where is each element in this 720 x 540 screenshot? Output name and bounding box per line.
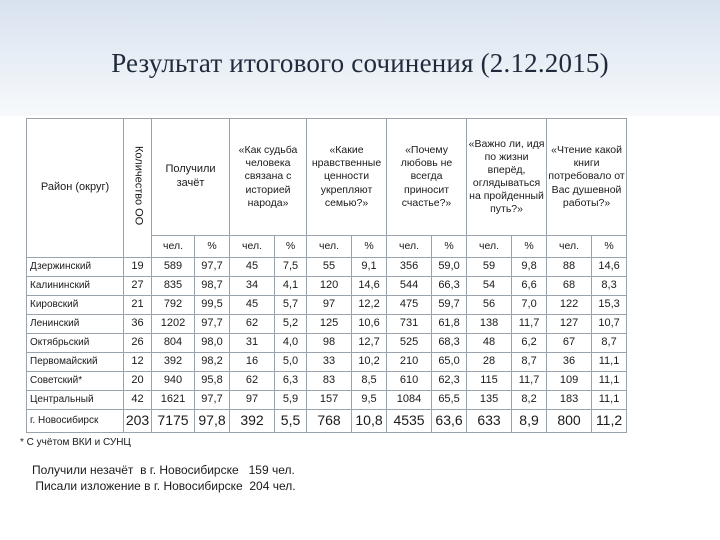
q3-count: 610	[387, 372, 432, 391]
q2-percent: 8,5	[352, 372, 387, 391]
header-question-4: «Важно ли, идя по жизни вперёд, оглядываться на пройденный путь?»	[467, 119, 547, 236]
table-row	[27, 372, 702, 391]
district-name: г. Новосибирск	[27, 410, 124, 433]
schools-count: 21	[124, 296, 152, 315]
q4-percent: 7,0	[512, 296, 547, 315]
passed-count: 792	[152, 296, 195, 315]
q3-count: 475	[387, 296, 432, 315]
q1-count: 97	[230, 391, 275, 410]
schools-count: 203	[124, 410, 152, 433]
table-row	[27, 334, 702, 353]
schools-count: 19	[124, 258, 152, 277]
unit-percent: %	[432, 236, 467, 258]
q1-percent: 5,2	[275, 315, 307, 334]
district-name: Кировский	[27, 296, 124, 315]
q2-count: 55	[307, 258, 352, 277]
passed-count: 589	[152, 258, 195, 277]
district-name: Ленинский	[27, 315, 124, 334]
q1-count: 31	[230, 334, 275, 353]
header-question-2: «Какие нравственные ценности укрепляют семью?»	[307, 119, 387, 236]
schools-count: 42	[124, 391, 152, 410]
q2-percent: 12,7	[352, 334, 387, 353]
passed-count: 7175	[152, 410, 195, 433]
unit-percent: %	[512, 236, 547, 258]
unit-count: чел.	[152, 236, 195, 258]
q5-count: 122	[547, 296, 592, 315]
q1-count: 45	[230, 296, 275, 315]
passed-count: 835	[152, 277, 195, 296]
q3-percent: 63,6	[432, 410, 467, 433]
passed-percent: 97,7	[195, 315, 230, 334]
q1-count: 34	[230, 277, 275, 296]
q2-count: 768	[307, 410, 352, 433]
q3-percent: 59,7	[432, 296, 467, 315]
q5-count: 109	[547, 372, 592, 391]
passed-count: 1202	[152, 315, 195, 334]
q2-percent: 9,1	[352, 258, 387, 277]
q3-count: 1084	[387, 391, 432, 410]
q2-percent: 14,6	[352, 277, 387, 296]
q3-percent: 68,3	[432, 334, 467, 353]
schools-count: 20	[124, 372, 152, 391]
passed-percent: 95,8	[195, 372, 230, 391]
q3-percent: 61,8	[432, 315, 467, 334]
passed-count: 392	[152, 353, 195, 372]
schools-count: 12	[124, 353, 152, 372]
q5-percent: 11,2	[592, 410, 627, 433]
q3-percent: 66,3	[432, 277, 467, 296]
q5-count: 88	[547, 258, 592, 277]
unit-percent: %	[195, 236, 230, 258]
page-title: Результат итогового сочинения (2.12.2015)	[111, 48, 609, 78]
header-question-5: «Чтение какой книги потребовало от Вас душевной работы?»	[547, 119, 627, 236]
district-name: Первомайский	[27, 353, 124, 372]
passed-percent: 98,7	[195, 277, 230, 296]
q4-count: 56	[467, 296, 512, 315]
q1-count: 45	[230, 258, 275, 277]
schools-count: 27	[124, 277, 152, 296]
schools-count: 36	[124, 315, 152, 334]
q3-percent: 65,5	[432, 391, 467, 410]
q2-count: 98	[307, 334, 352, 353]
q4-count: 138	[467, 315, 512, 334]
q1-percent: 4,0	[275, 334, 307, 353]
q3-count: 525	[387, 334, 432, 353]
q3-count: 731	[387, 315, 432, 334]
passed-percent: 99,5	[195, 296, 230, 315]
q2-count: 157	[307, 391, 352, 410]
q3-count: 356	[387, 258, 432, 277]
q5-percent: 14,6	[592, 258, 627, 277]
q2-percent: 12,2	[352, 296, 387, 315]
header-schools-count-label: Количество ОО	[132, 146, 145, 226]
q1-count: 16	[230, 353, 275, 372]
unit-percent: %	[592, 236, 627, 258]
q4-count: 59	[467, 258, 512, 277]
q1-percent: 5,9	[275, 391, 307, 410]
total-row	[27, 410, 702, 433]
table-row	[27, 296, 702, 315]
footnote: * С учётом ВКИ и СУНЦ	[20, 437, 131, 448]
q2-count: 33	[307, 353, 352, 372]
passed-percent: 97,7	[195, 258, 230, 277]
q2-percent: 10,6	[352, 315, 387, 334]
summary-failed: Получили незачёт в г. Новосибирске 159 чел.	[32, 463, 295, 477]
header-district: Район (округ)	[27, 119, 124, 258]
q3-count: 544	[387, 277, 432, 296]
header-passed: Получили зачёт	[152, 119, 230, 236]
passed-percent: 98,2	[195, 353, 230, 372]
q5-percent: 8,3	[592, 277, 627, 296]
table-row	[27, 353, 702, 372]
q2-percent: 10,2	[352, 353, 387, 372]
header-question-3: «Почему любовь не всегда приносит счастье?»	[387, 119, 467, 236]
q2-count: 120	[307, 277, 352, 296]
header-schools-count	[124, 119, 152, 258]
q1-count: 392	[230, 410, 275, 433]
q5-count: 67	[547, 334, 592, 353]
district-name: Октябрьский	[27, 334, 124, 353]
q3-percent: 62,3	[432, 372, 467, 391]
q1-percent: 4,1	[275, 277, 307, 296]
unit-count: чел.	[230, 236, 275, 258]
q3-percent: 65,0	[432, 353, 467, 372]
q4-percent: 8,7	[512, 353, 547, 372]
q5-percent: 11,1	[592, 353, 627, 372]
q4-percent: 11,7	[512, 372, 547, 391]
table-row	[27, 315, 702, 334]
q5-count: 36	[547, 353, 592, 372]
q4-percent: 9,8	[512, 258, 547, 277]
passed-count: 940	[152, 372, 195, 391]
results-table	[26, 118, 702, 433]
q3-percent: 59,0	[432, 258, 467, 277]
q5-count: 800	[547, 410, 592, 433]
district-name: Дзержинский	[27, 258, 124, 277]
q4-percent: 6,6	[512, 277, 547, 296]
q1-count: 62	[230, 315, 275, 334]
district-name: Советский*	[27, 372, 124, 391]
schools-count: 26	[124, 334, 152, 353]
q2-count: 83	[307, 372, 352, 391]
q2-percent: 9,5	[352, 391, 387, 410]
q4-percent: 11,7	[512, 315, 547, 334]
q1-percent: 7,5	[275, 258, 307, 277]
district-name: Центральный	[27, 391, 124, 410]
table-row	[27, 258, 702, 277]
q2-count: 125	[307, 315, 352, 334]
q1-count: 62	[230, 372, 275, 391]
q2-count: 97	[307, 296, 352, 315]
q5-percent: 11,1	[592, 391, 627, 410]
unit-percent: %	[352, 236, 387, 258]
table-row	[27, 277, 702, 296]
q4-count: 633	[467, 410, 512, 433]
q4-count: 54	[467, 277, 512, 296]
unit-count: чел.	[467, 236, 512, 258]
q3-count: 4535	[387, 410, 432, 433]
q5-count: 127	[547, 315, 592, 334]
q1-percent: 5,0	[275, 353, 307, 372]
q4-percent: 6,2	[512, 334, 547, 353]
table-row	[27, 391, 702, 410]
unit-percent: %	[275, 236, 307, 258]
passed-count: 1621	[152, 391, 195, 410]
q2-percent: 10,8	[352, 410, 387, 433]
q3-count: 210	[387, 353, 432, 372]
passed-percent: 98,0	[195, 334, 230, 353]
header-question-1: «Как судьба человека связана с историей народа»	[230, 119, 307, 236]
q4-percent: 8,2	[512, 391, 547, 410]
q4-count: 115	[467, 372, 512, 391]
header-row	[27, 119, 702, 236]
q5-count: 183	[547, 391, 592, 410]
q5-count: 68	[547, 277, 592, 296]
q1-percent: 5,7	[275, 296, 307, 315]
q5-percent: 8,7	[592, 334, 627, 353]
unit-count: чел.	[547, 236, 592, 258]
q5-percent: 11,1	[592, 372, 627, 391]
q4-count: 28	[467, 353, 512, 372]
q4-count: 135	[467, 391, 512, 410]
unit-count: чел.	[307, 236, 352, 258]
passed-percent: 97,8	[195, 410, 230, 433]
summary-exposition: Писали изложение в г. Новосибирске 204 чел.	[32, 479, 296, 493]
q4-count: 48	[467, 334, 512, 353]
q1-percent: 6,3	[275, 372, 307, 391]
q4-percent: 8,9	[512, 410, 547, 433]
unit-count: чел.	[387, 236, 432, 258]
q5-percent: 15,3	[592, 296, 627, 315]
q1-percent: 5,5	[275, 410, 307, 433]
q5-percent: 10,7	[592, 315, 627, 334]
summary	[32, 462, 296, 494]
passed-percent: 97,7	[195, 391, 230, 410]
district-name: Калининский	[27, 277, 124, 296]
passed-count: 804	[152, 334, 195, 353]
